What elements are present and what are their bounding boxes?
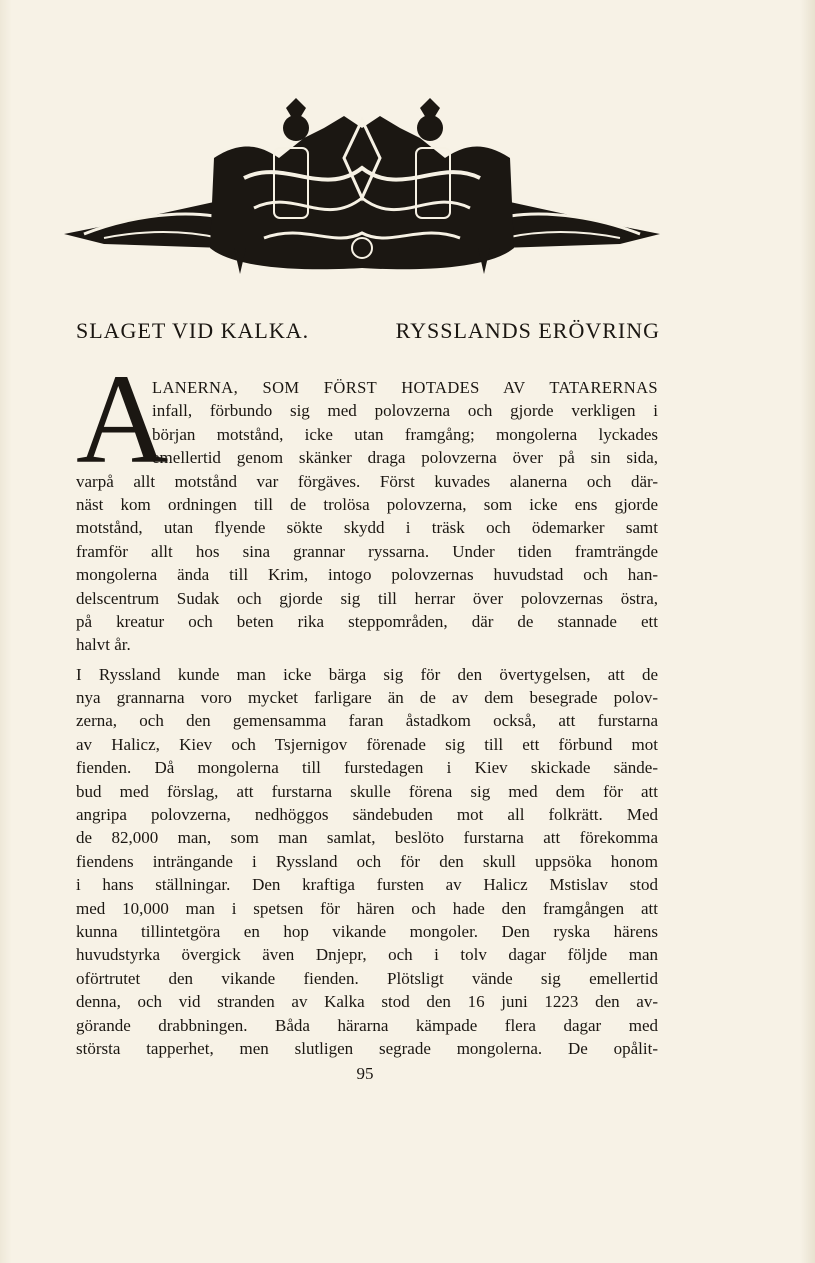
text-line: emellertid genom skänker draga polovzerna över på sin sida, — [152, 448, 658, 468]
text-line: mongolerna ända till Krim, intogo polovzernas huvudstad och han- — [76, 565, 658, 585]
text-line: huvudstyrka övergick även Dnjepr, och i tolv dagar följde man — [76, 945, 658, 965]
text-line: oförtrutet den vikande fienden. Plötsligt vände sig emellertid — [76, 968, 658, 988]
text-line: delscentrum Sudak och gjorde sig till herrar över polovzernas östra, — [76, 588, 658, 608]
text-line: I Ryssland kunde man icke bärga sig för den övertygelsen, att de — [76, 664, 658, 684]
text-line: kunna tillintetgöra en hop vikande mongoler. Den ryska härens — [76, 921, 658, 941]
text-line: framför allt hos sina grannar ryssarna. Under tiden framträngde — [76, 541, 658, 561]
page-number: 95 — [356, 1064, 374, 1083]
text-line: med 10,000 man i spetsen för hären och hade den framgången att — [76, 898, 658, 918]
body-text — [76, 376, 658, 1060]
text-line: zerna, och den gemensamma faran åstadkom också, att furstarna — [76, 711, 658, 731]
text-line: bud med förslag, att furstarna skulle förena sig med dem för att — [76, 781, 658, 801]
chapter-heading — [76, 318, 660, 344]
text-line: motstånd, utan flyende sökte skydd i träsk och ödemarker samt — [76, 518, 658, 538]
text-line: de 82,000 man, som man samlat, beslöto furstarna att förekomma — [76, 828, 658, 848]
text-line: LANERNA, SOM FÖRST HOTADES AV TATARERNAS — [152, 378, 658, 397]
text-line: denna, och vid stranden av Kalka stod den 16 juni 1223 den av- — [76, 992, 658, 1012]
text-line: på kreatur och beten rika steppområden, där de stannade ett — [76, 611, 658, 631]
chapter-title-right: RYSSLANDS ERÖVRING — [395, 318, 660, 343]
chapter-title-left: SLAGET VID KALKA. — [76, 318, 310, 343]
text-line: infall, förbundo sig med polovzerna och gjorde verkligen i — [152, 401, 658, 421]
text-line: varpå allt motstånd var förgäves. Först kuvades alanerna och där- — [76, 471, 658, 491]
text-line: fienden. Då mongolerna till furstedagen i Kiev skickade sände- — [76, 758, 658, 778]
text-line: halvt år. — [76, 635, 131, 655]
drop-cap: A — [76, 348, 169, 490]
text-line: nya grannarna voro mycket farligare än de av dem besegrade polov- — [76, 688, 658, 708]
decorative-headpiece-ornament — [64, 98, 660, 280]
text-line: angripa polovzerna, nedhöggos sändebuden mot all folkrätt. Med — [76, 805, 658, 825]
text-line: görande drabbningen. Båda härarna kämpade flera dagar med — [76, 1015, 658, 1035]
text-line: näst kom ordningen till de trolösa polovzerna, som icke ens gjorde — [76, 494, 658, 514]
text-line: största tapperhet, men slutligen segrade mongolerna. De opålit- — [76, 1038, 658, 1058]
text-line: av Halicz, Kiev och Tsjernigov förenade sig till ett förbund mot — [76, 734, 658, 754]
text-line: början motstånd, icke utan framgång; mongolerna lyckades — [152, 424, 658, 444]
text-line: i hans ställningar. Den kraftiga fursten av Halicz Mstislav stod — [76, 875, 658, 895]
text-line: fiendens inträngande i Ryssland och för den skull uppsöka honom — [76, 851, 658, 871]
